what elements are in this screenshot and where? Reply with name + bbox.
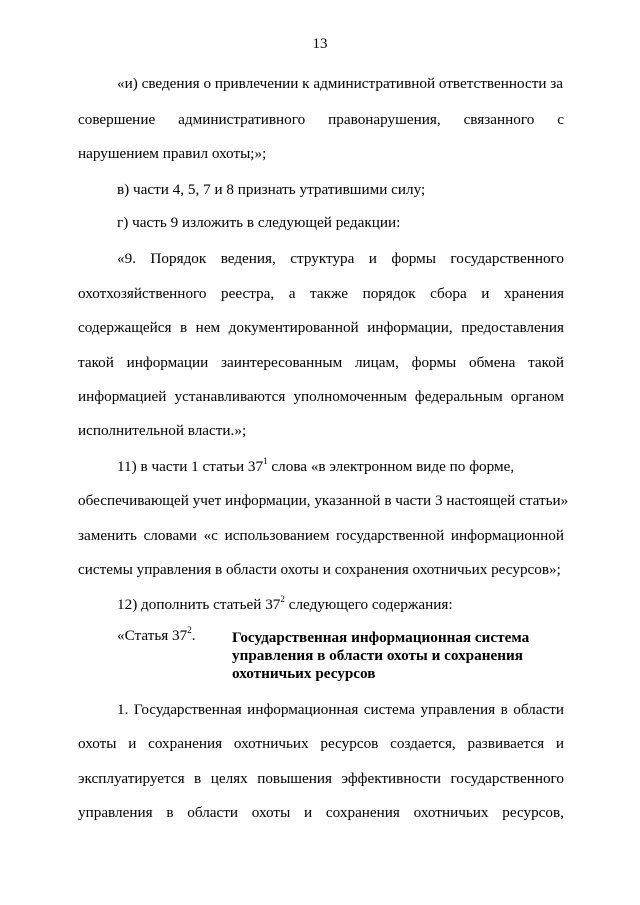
text-line-with-superscript — [117, 596, 564, 614]
text-line: эксплуатируется в целях повышения эффективности государственного — [78, 770, 564, 787]
text-line: совершение административного правонарушения, связанного с — [78, 111, 564, 128]
article-label — [117, 627, 227, 645]
superscript: 2 — [280, 594, 285, 604]
text-line: системы управления в области охоты и сохранения охотничьих ресурсов»; — [78, 561, 561, 578]
text-line: «и) сведения о привлечении к административной ответственности за — [117, 75, 564, 92]
page-number: 13 — [312, 36, 328, 52]
text-line: нарушением правил охоты;»; — [78, 145, 267, 162]
text-segment: слова «в электронном виде по форме, — [267, 458, 515, 475]
article-title-line: управления в области охоты и сохранения — [232, 647, 523, 664]
text-line: 1. Государственная информационная система управления в области — [117, 701, 564, 718]
article-title-line: Государственная информационная система — [232, 629, 530, 646]
text-line: исполнительной власти.»; — [78, 422, 247, 439]
text-line: «9. Порядок ведения, структура и формы государственного — [117, 250, 564, 267]
text-line: в) части 4, 5, 7 и 8 признать утратившими силу; — [117, 181, 426, 198]
text-segment: следующего содержания: — [284, 596, 453, 613]
text-line: заменить словами «с использованием государственной информационной — [78, 527, 564, 544]
text-line: охоты и сохранения охотничьих ресурсов создается, развивается и — [78, 735, 564, 752]
article-label-suffix: . — [191, 627, 196, 644]
article-label-superscript: 2 — [187, 625, 192, 635]
article-label-prefix: «Статья 37 — [117, 627, 188, 644]
text-segment: 11) в части 1 статьи 37 — [117, 458, 264, 475]
text-line: управления в области охоты и сохранения охотничьих ресурсов, — [78, 804, 564, 821]
text-line-with-superscript — [117, 458, 564, 476]
article-title-line: охотничьих ресурсов — [232, 665, 376, 682]
text-line: обеспечивающей учет информации, указанной в части 3 настоящей статьи» — [78, 492, 569, 509]
text-line: охотхозяйственного реестра, а также порядок сбора и хранения — [78, 285, 564, 302]
text-segment: 12) дополнить статьей 37 — [117, 596, 281, 613]
text-line: информацией устанавливаются уполномоченным федеральным органом — [78, 388, 564, 405]
text-line: содержащейся в нем документированной информации, предоставления — [78, 319, 564, 336]
text-line: г) часть 9 изложить в следующей редакции: — [117, 214, 401, 231]
superscript: 1 — [263, 456, 268, 466]
text-line: такой информации заинтересованным лицам, формы обмена такой — [78, 354, 564, 371]
